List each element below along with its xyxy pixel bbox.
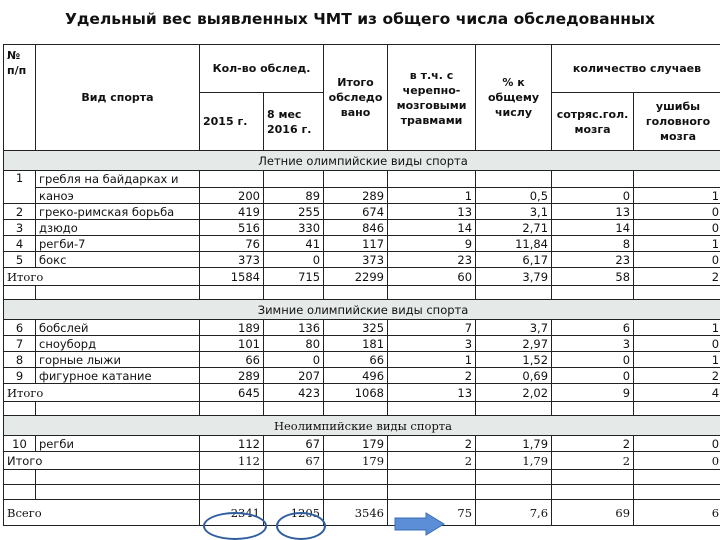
subtotal-pct: 3,79 <box>476 268 552 286</box>
cell-y2016: 67 <box>264 436 324 452</box>
cell-y2016: 136 <box>264 320 324 336</box>
subtotal-cont: 2 <box>634 268 720 286</box>
empty-cell <box>264 171 324 188</box>
sport-name: сноуборд <box>36 336 200 352</box>
cell-y2015: 289 <box>200 368 264 384</box>
empty-cell <box>324 470 388 485</box>
subtotal-y2016: 423 <box>264 384 324 402</box>
empty-cell <box>476 485 552 500</box>
cell-pct: 2,71 <box>476 220 552 236</box>
cell-cont: 0 <box>634 220 720 236</box>
empty-cell <box>552 402 634 416</box>
header-2016: 8 мес 2016 г. <box>264 93 324 151</box>
section-header-row <box>4 151 720 171</box>
row-number: 10 <box>4 436 36 452</box>
empty-cell <box>552 286 634 300</box>
table-row <box>4 252 720 268</box>
header-cases: количество случаев <box>552 45 720 93</box>
subtotal-tbi: 60 <box>388 268 476 286</box>
subtotal-y2016: 67 <box>264 452 324 470</box>
subtotal-total: 2299 <box>324 268 388 286</box>
empty-cell <box>388 402 476 416</box>
table-row <box>4 220 720 236</box>
grand-total-label: Всего <box>4 500 200 526</box>
empty-cell <box>264 470 324 485</box>
empty-cell <box>476 470 552 485</box>
subtotal-y2015: 645 <box>200 384 264 402</box>
subtotal-y2015: 1584 <box>200 268 264 286</box>
cell-conc: 0 <box>552 368 634 384</box>
cell-cont: 0 <box>634 204 720 220</box>
sport-name: регби-7 <box>36 236 200 252</box>
empty-cell <box>388 286 476 300</box>
table-row <box>4 204 720 220</box>
empty-cell <box>36 485 200 500</box>
cell-cont: 1 <box>634 352 720 368</box>
row-number: 7 <box>4 336 36 352</box>
subtotal-y2016: 715 <box>264 268 324 286</box>
empty-cell <box>476 286 552 300</box>
cell-conc: 0 <box>552 188 634 204</box>
header-num: № п/п <box>4 45 36 151</box>
cell-y2015: 112 <box>200 436 264 452</box>
cell-total: 66 <box>324 352 388 368</box>
cell-tbi: 2 <box>388 368 476 384</box>
empty-cell <box>200 470 264 485</box>
sport-name: регби <box>36 436 200 452</box>
header-percent: % к общему числу <box>476 45 552 151</box>
empty-cell <box>200 286 264 300</box>
cell-tbi: 3 <box>388 336 476 352</box>
cell-total: 674 <box>324 204 388 220</box>
header-examined: Кол-во обслед. <box>200 45 324 93</box>
cell-cont: 1 <box>634 320 720 336</box>
spacer-row <box>4 402 720 416</box>
cell-total: 289 <box>324 188 388 204</box>
subtotal-pct: 2,02 <box>476 384 552 402</box>
cell-conc: 23 <box>552 252 634 268</box>
empty-cell <box>634 286 720 300</box>
sport-name: горные лыжи <box>36 352 200 368</box>
row-number: 2 <box>4 204 36 220</box>
grand-total-total: 3546 <box>324 500 388 526</box>
cell-y2016: 207 <box>264 368 324 384</box>
sport-name: бокс <box>36 252 200 268</box>
cell-y2015: 373 <box>200 252 264 268</box>
cell-conc: 3 <box>552 336 634 352</box>
row-number: 9 <box>4 368 36 384</box>
header-sport: Вид спорта <box>36 45 200 151</box>
empty-cell <box>634 470 720 485</box>
cell-y2015: 189 <box>200 320 264 336</box>
subtotal-label: Итого <box>4 268 200 286</box>
section-title: Зимние олимпийские виды спорта <box>4 300 720 320</box>
grand-total-y2016: 1205 <box>264 500 324 526</box>
cell-conc: 6 <box>552 320 634 336</box>
spacer-row <box>4 485 720 500</box>
row-number: 8 <box>4 352 36 368</box>
row-number: 3 <box>4 220 36 236</box>
data-table <box>3 44 720 526</box>
empty-cell <box>552 485 634 500</box>
grand-total-pct: 7,6 <box>476 500 552 526</box>
sport-name: бобслей <box>36 320 200 336</box>
subtotal-conc: 2 <box>552 452 634 470</box>
empty-cell <box>634 402 720 416</box>
subtotal-total: 179 <box>324 452 388 470</box>
cell-conc: 8 <box>552 236 634 252</box>
empty-cell <box>552 470 634 485</box>
header-concussion: сотряс.гол. мозга <box>552 93 634 151</box>
empty-cell <box>36 402 200 416</box>
cell-total: 846 <box>324 220 388 236</box>
spacer-row <box>4 470 720 485</box>
empty-cell <box>476 171 552 188</box>
empty-cell <box>36 470 200 485</box>
cell-cont: 1 <box>634 236 720 252</box>
empty-cell <box>552 171 634 188</box>
cell-y2016: 0 <box>264 252 324 268</box>
empty-cell <box>476 402 552 416</box>
section-title: Неолимпийские виды спорта <box>4 416 720 436</box>
empty-cell <box>324 402 388 416</box>
cell-cont: 0 <box>634 436 720 452</box>
arrow-icon <box>394 512 446 536</box>
grand-total-y2015: 2341 <box>200 500 264 526</box>
cell-tbi: 23 <box>388 252 476 268</box>
empty-cell <box>4 286 36 300</box>
table-row <box>4 352 720 368</box>
subtotal-label: Итого <box>4 384 200 402</box>
header-2015: 2015 г. <box>200 93 264 151</box>
cell-cont: 2 <box>634 368 720 384</box>
section-header-row <box>4 300 720 320</box>
empty-cell <box>388 171 476 188</box>
empty-cell <box>634 485 720 500</box>
cell-tbi: 7 <box>388 320 476 336</box>
empty-cell <box>4 485 36 500</box>
cell-pct: 6,17 <box>476 252 552 268</box>
table-row <box>4 236 720 252</box>
subtotal-conc: 9 <box>552 384 634 402</box>
cell-cont: 0 <box>634 252 720 268</box>
empty-cell <box>324 286 388 300</box>
cell-total: 325 <box>324 320 388 336</box>
grand-total-row <box>4 500 720 526</box>
grand-total-conc: 69 <box>552 500 634 526</box>
cell-pct: 3,1 <box>476 204 552 220</box>
subtotal-tbi: 2 <box>388 452 476 470</box>
row-number: 6 <box>4 320 36 336</box>
table-row <box>4 436 720 452</box>
cell-y2016: 255 <box>264 204 324 220</box>
spacer-row <box>4 286 720 300</box>
cell-y2016: 0 <box>264 352 324 368</box>
cell-y2016: 80 <box>264 336 324 352</box>
table-row <box>4 171 720 188</box>
cell-y2015: 516 <box>200 220 264 236</box>
cell-y2016: 41 <box>264 236 324 252</box>
cell-pct: 0,5 <box>476 188 552 204</box>
empty-cell <box>264 485 324 500</box>
empty-cell <box>4 470 36 485</box>
cell-tbi: 9 <box>388 236 476 252</box>
cell-cont: 0 <box>634 336 720 352</box>
subtotal-cont: 4 <box>634 384 720 402</box>
cell-conc: 13 <box>552 204 634 220</box>
cell-y2016: 89 <box>264 188 324 204</box>
cell-conc: 2 <box>552 436 634 452</box>
empty-cell <box>4 402 36 416</box>
page-title: Удельный вес выявленных ЧМТ из общего числа обследованных <box>64 10 656 28</box>
subtotal-tbi: 13 <box>388 384 476 402</box>
empty-cell <box>634 171 720 188</box>
cell-tbi: 1 <box>388 352 476 368</box>
empty-cell <box>324 171 388 188</box>
grand-total-tbi: 75 <box>388 500 476 526</box>
section-title: Летние олимпийские виды спорта <box>4 151 720 171</box>
cell-y2015: 419 <box>200 204 264 220</box>
cell-conc: 14 <box>552 220 634 236</box>
cell-total: 373 <box>324 252 388 268</box>
cell-total: 117 <box>324 236 388 252</box>
table-row <box>4 188 720 204</box>
subtotal-row <box>4 384 720 402</box>
cell-conc: 0 <box>552 352 634 368</box>
cell-pct: 1,52 <box>476 352 552 368</box>
empty-cell <box>388 470 476 485</box>
cell-total: 181 <box>324 336 388 352</box>
empty-cell <box>200 402 264 416</box>
cell-tbi: 1 <box>388 188 476 204</box>
cell-y2015: 101 <box>200 336 264 352</box>
cell-pct: 1,79 <box>476 436 552 452</box>
row-number: 4 <box>4 236 36 252</box>
cell-pct: 2,97 <box>476 336 552 352</box>
cell-pct: 3,7 <box>476 320 552 336</box>
empty-cell <box>264 286 324 300</box>
cell-cont: 1 <box>634 188 720 204</box>
table-row <box>4 320 720 336</box>
sport-name: греко-римская борьба <box>36 204 200 220</box>
cell-y2015: 66 <box>200 352 264 368</box>
row-number: 5 <box>4 252 36 268</box>
header-tbi: в т.ч. с черепно-мозговыми травмами <box>388 45 476 151</box>
subtotal-total: 1068 <box>324 384 388 402</box>
cell-tbi: 14 <box>388 220 476 236</box>
subtotal-row <box>4 268 720 286</box>
table-row <box>4 336 720 352</box>
grand-total-cont: 6 <box>634 500 720 526</box>
row-number: 1 <box>4 171 36 204</box>
sport-name: дзюдо <box>36 220 200 236</box>
subtotal-y2015: 112 <box>200 452 264 470</box>
sport-name: фигурное катание <box>36 368 200 384</box>
empty-cell <box>388 485 476 500</box>
sport-name: каноэ <box>36 188 200 204</box>
cell-y2015: 200 <box>200 188 264 204</box>
header-total-examined: Итого обследо вано <box>324 45 388 151</box>
subtotal-label: Итого <box>4 452 200 470</box>
empty-cell <box>324 485 388 500</box>
cell-tbi: 13 <box>388 204 476 220</box>
cell-y2015: 76 <box>200 236 264 252</box>
sport-name: гребля на байдарках и <box>36 171 200 188</box>
subtotal-pct: 1,79 <box>476 452 552 470</box>
cell-total: 496 <box>324 368 388 384</box>
empty-cell <box>200 485 264 500</box>
subtotal-cont: 0 <box>634 452 720 470</box>
empty-cell <box>36 286 200 300</box>
cell-total: 179 <box>324 436 388 452</box>
cell-pct: 11,84 <box>476 236 552 252</box>
subtotal-conc: 58 <box>552 268 634 286</box>
empty-cell <box>264 402 324 416</box>
cell-pct: 0,69 <box>476 368 552 384</box>
subtotal-row <box>4 452 720 470</box>
header-contusion: ушибы головного мозга <box>634 93 720 151</box>
cell-tbi: 2 <box>388 436 476 452</box>
empty-cell <box>200 171 264 188</box>
cell-y2016: 330 <box>264 220 324 236</box>
section-header-row <box>4 416 720 436</box>
table-row <box>4 368 720 384</box>
